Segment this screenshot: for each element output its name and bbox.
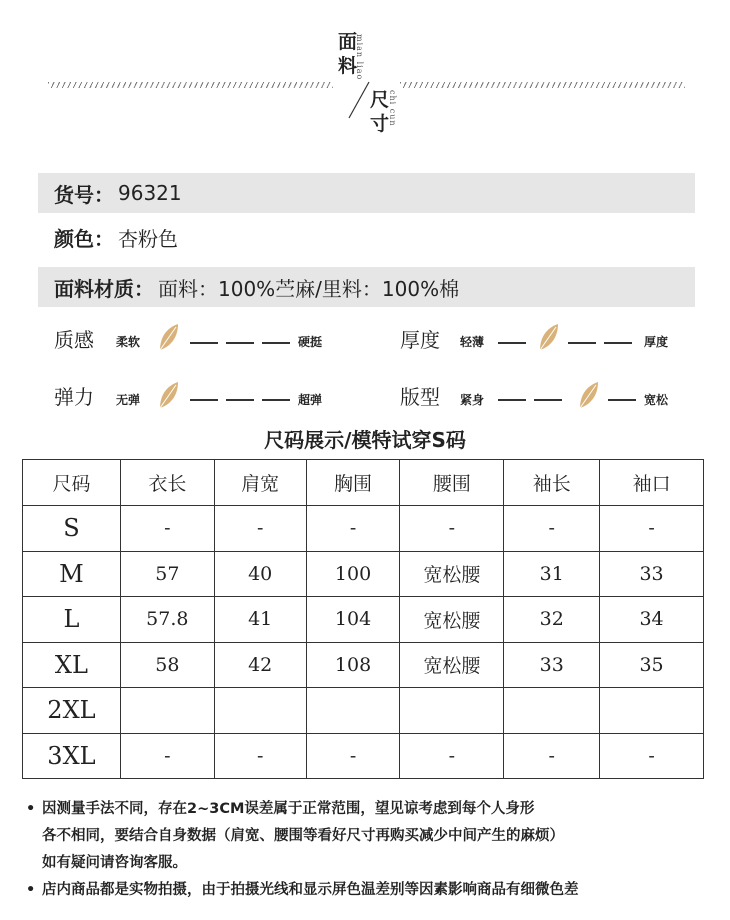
table-cell: S <box>23 506 121 552</box>
elasticity-label: 弹力 <box>54 385 94 409</box>
table-cell: 32 <box>504 597 600 643</box>
header-divider-right <box>400 82 685 88</box>
table-cell: 宽松腰 <box>400 642 504 688</box>
color-value: 杏粉色 <box>118 226 178 251</box>
fit-scale-line-right <box>608 399 638 401</box>
thickness-right-label: 厚度 <box>644 335 669 349</box>
bullet-icon: • <box>26 801 36 817</box>
table-cell: 3XL <box>23 733 121 779</box>
texture-left-label: 柔软 <box>116 335 141 349</box>
table-cell: - <box>600 733 704 779</box>
header-pinyin-size: chi cun <box>388 90 397 127</box>
table-cell <box>120 688 214 734</box>
thickness-scale-line-right <box>568 342 638 344</box>
table-cell: - <box>120 733 214 779</box>
header-divider-left <box>48 82 333 88</box>
thickness-label: 厚度 <box>400 328 440 352</box>
table-row <box>23 597 704 643</box>
thickness-scale-line-left <box>498 342 532 344</box>
table-cell: 108 <box>306 642 400 688</box>
table-cell: 宽松腰 <box>400 551 504 597</box>
table-cell: 58 <box>120 642 214 688</box>
thickness-left-label: 轻薄 <box>460 335 485 349</box>
note-line: 店内商品都是实物拍摄，由于拍摄光线和显示屏色温差别等因素影响商品有细微色差 <box>42 882 579 898</box>
fit-left-label: 紧身 <box>460 393 485 407</box>
table-row <box>23 506 704 552</box>
elasticity-left-label: 无弹 <box>116 393 141 407</box>
table-cell: 104 <box>306 597 400 643</box>
elasticity-right-label: 超弹 <box>298 393 323 407</box>
table-cell: - <box>120 506 214 552</box>
table-cell: 33 <box>504 642 600 688</box>
table-cell: 41 <box>214 597 306 643</box>
item-number-key: 货号： <box>54 182 114 207</box>
item-number-value: 96321 <box>118 181 182 205</box>
size-table <box>22 459 704 779</box>
table-cell: XL <box>23 642 121 688</box>
table-row <box>23 551 704 597</box>
table-header-row <box>23 460 704 506</box>
fit-right-label: 宽松 <box>644 393 669 407</box>
thickness-leaf-marker-icon <box>536 322 562 352</box>
table-cell: 31 <box>504 551 600 597</box>
bullet-icon: • <box>26 882 36 898</box>
material-value: 面料：100%苎麻/里料：100%棉 <box>158 276 460 301</box>
color-key: 颜色： <box>54 226 114 251</box>
header-size: 尺码 <box>23 460 121 506</box>
fit-leaf-marker-icon <box>576 380 602 410</box>
texture-leaf-marker-icon <box>156 322 182 352</box>
table-cell: - <box>504 506 600 552</box>
header-shoulder: 肩宽 <box>214 460 306 506</box>
table-cell <box>400 688 504 734</box>
header-slash <box>343 80 373 122</box>
table-cell: - <box>306 733 400 779</box>
header-title-fabric: 面料 <box>338 31 358 77</box>
texture-right-label: 硬挺 <box>298 335 323 349</box>
table-cell: M <box>23 551 121 597</box>
table-cell: - <box>504 733 600 779</box>
note-color-difference <box>26 877 716 904</box>
table-cell: 57.8 <box>120 597 214 643</box>
size-table-title: 尺码展示/模特试穿S码 <box>264 428 466 452</box>
header-title-size: 尺寸 <box>370 89 390 135</box>
note-measurement <box>26 796 716 877</box>
header-cuff: 袖口 <box>600 460 704 506</box>
header-pinyin-fabric: mian liao <box>355 34 364 81</box>
table-cell: L <box>23 597 121 643</box>
table-cell: 40 <box>214 551 306 597</box>
table-cell: 57 <box>120 551 214 597</box>
header-bust: 胸围 <box>306 460 400 506</box>
fit-scale-line-left <box>498 399 568 401</box>
table-row <box>23 733 704 779</box>
table-cell: 35 <box>600 642 704 688</box>
note-line: 因测量手法不同，存在2~3CM误差属于正常范围，望见谅考虑到每个人身形 <box>42 801 535 817</box>
header-waist: 腰围 <box>400 460 504 506</box>
table-cell: - <box>306 506 400 552</box>
table-cell: 100 <box>306 551 400 597</box>
note-line: 如有疑问请咨询客服。 <box>42 855 187 871</box>
table-cell: - <box>400 506 504 552</box>
table-cell: - <box>600 506 704 552</box>
texture-label: 质感 <box>54 328 94 352</box>
elasticity-scale-line <box>190 399 290 401</box>
header-length: 衣长 <box>120 460 214 506</box>
table-cell: 宽松腰 <box>400 597 504 643</box>
table-cell: - <box>400 733 504 779</box>
table-cell <box>600 688 704 734</box>
color-row <box>38 217 695 257</box>
table-cell: - <box>214 733 306 779</box>
table-cell: 42 <box>214 642 306 688</box>
table-cell: 2XL <box>23 688 121 734</box>
table-cell <box>306 688 400 734</box>
table-cell: 34 <box>600 597 704 643</box>
table-row <box>23 688 704 734</box>
table-row <box>23 642 704 688</box>
header-sleeve-length: 袖长 <box>504 460 600 506</box>
material-key: 面料材质： <box>54 276 154 301</box>
note-line: 各不相同，要结合自身数据（肩宽、腰围等看好尺寸再购买减少中间产生的麻烦） <box>42 828 564 844</box>
notes-section <box>26 796 716 904</box>
table-cell: 33 <box>600 551 704 597</box>
material-row <box>38 267 695 307</box>
elasticity-leaf-marker-icon <box>156 380 182 410</box>
table-cell <box>504 688 600 734</box>
fit-label: 版型 <box>400 385 440 409</box>
texture-scale-line <box>190 342 290 344</box>
table-cell <box>214 688 306 734</box>
table-cell: - <box>214 506 306 552</box>
item-number-row <box>38 173 695 213</box>
